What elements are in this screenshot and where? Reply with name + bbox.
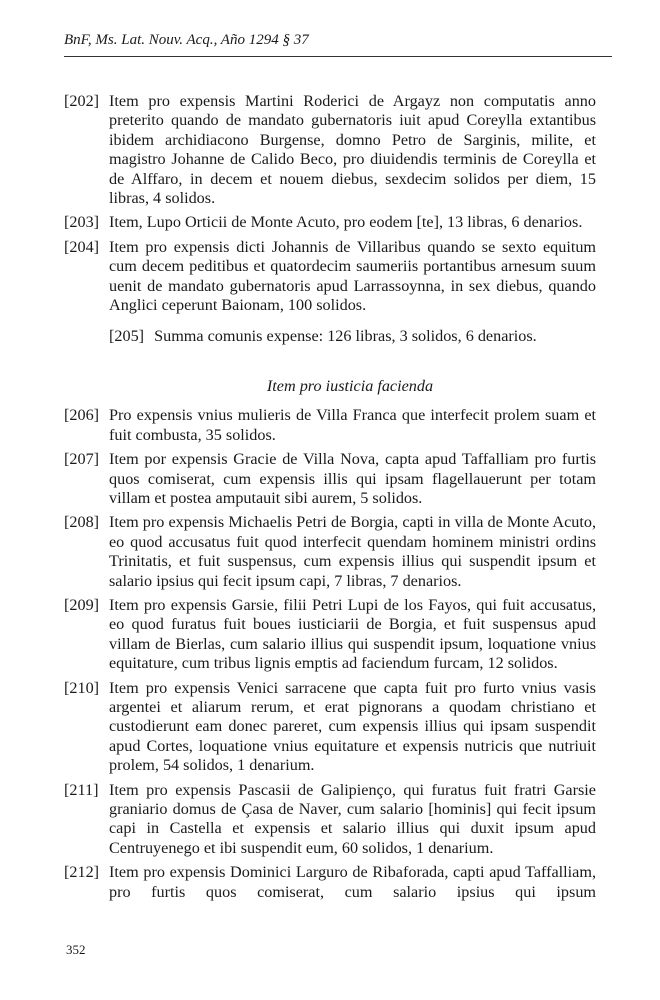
entry-text: Pro expensis vnius mulieris de Villa Franca que interfecit prolem suam et fuit combusta, 35 solidos. <box>109 406 596 444</box>
entry-text: Item pro expensis Garsie, filii Petri Lupi de los Fayos, qui fuit accusatus, eo quod furatus fuit boues iusticiarii de Borgia, et fuit suspensus apud villam de Bierlas, cum salario illius qui suspendit ipsum, loquatione vnius equitature, cum tribus lignis emptis ad faciendum furcam, 12 solidos. <box>109 595 596 673</box>
section-heading: Item pro iusticia facienda <box>266 376 434 395</box>
entry-number: [211] <box>64 780 99 799</box>
running-head: BnF, Ms. Lat. Nouv. Acq., Año 1294 § 37 <box>64 30 612 57</box>
entry-text: Item pro expensis dicti Johannis de Villaribus quando se sexto equitum cum decem peditibus et quatordecim saumeriis portantibus arnesum suum uenit de mandato gubernatoris apud Larrassoynna, in sex diebus, quando Anglici ceperunt Baionam, 100 solidos. <box>109 237 596 315</box>
entry-204 <box>64 238 596 316</box>
entry-207 <box>64 450 596 508</box>
entry-number: [210] <box>64 678 100 697</box>
entry-number: [203] <box>64 213 100 232</box>
page-number: 352 <box>66 942 86 957</box>
document-body <box>64 92 596 907</box>
entry-203 <box>64 213 596 232</box>
entry-text: Item pro expensis Michaelis Petri de Borgia, capti in villa de Monte Acuto, eo quod accusatus fuit quod interfecit quendam hominem ministri ordins Trinitatis, et fuit suspensus, cum expensis illius qui suspendit ipsum et salario ipsius qui fecit ipsum capi, 7 libras, 7 denarios. <box>109 513 596 590</box>
entry-number: [209] <box>64 595 100 614</box>
entry-210 <box>64 679 596 776</box>
entry-number: [212] <box>64 863 100 882</box>
summa-line <box>64 327 596 346</box>
entry-212 <box>64 863 596 902</box>
entry-206 <box>64 406 596 445</box>
summa-number: [205] <box>109 327 145 346</box>
entry-number: [204] <box>64 237 100 256</box>
entry-211 <box>64 781 596 859</box>
summa-text: Summa comunis expense: 126 libras, 3 solidos, 6 denarios. <box>154 327 537 346</box>
entry-202 <box>64 92 596 208</box>
entry-number: [206] <box>64 406 100 425</box>
entry-text: Item pro expensis Martini Roderici de Argayz non computatis anno preterito quando de mandato gubernatoris iuit apud Coreylla extantibus ibidem archidiacono Burgense, domno Petro de Sarginis, milite, et magistro Johanne de Calido Beco, pro diuidendis terminis de Coreylla et de Alffaro, in decem et nouem diebus, sexdecim solidos per diem, 15 libras, 4 solidos. <box>109 92 596 208</box>
entry-text: Item pro expensis Venici sarracene que capta fuit pro furto vnius vasis argentei et aliarum rerum, et erat pignorans a quodam christiano et custodierunt eam donec pareret, cum expensis illius qui ipsam suspendit apud Cortes, loquatione vnius equitature et expensis nutricis que nutriuit prolem, 54 solidos, 1 denarium. <box>109 678 596 775</box>
entry-209 <box>64 596 596 674</box>
entry-text: Item pro expensis Pascasii de Galipienço, qui furatus fuit fratri Garsie graniario domus de Çasa de Naver, cum salario [hominis] qui fecit ipsum capi in Castella et expensis et salario illius qui duxit ipsum apud Centruyenego et ibi suspendit eum, 60 solidos, 1 denarium. <box>109 780 596 857</box>
entry-text: Item por expensis Gracie de Villa Nova, capta apud Taffalliam pro furtis quos comiserat, cum expensis illis qui ipsam flagellauerunt per totam villam et postea amputauit sibi aurem, 5 solidos. <box>109 450 596 507</box>
entry-number: [207] <box>64 450 100 469</box>
entry-208 <box>64 513 596 591</box>
entry-text: Item pro expensis Dominici Larguro de Ribaforada, capti apud Taffalliam, pro furtis quos comiserat, cum salario ipsius qui ipsum <box>109 863 596 901</box>
entry-number: [202] <box>64 92 100 110</box>
entry-text: Item, Lupo Orticii de Monte Acuto, pro eodem [te], 13 libras, 6 denarios. <box>109 213 583 232</box>
entry-number: [208] <box>64 513 100 532</box>
